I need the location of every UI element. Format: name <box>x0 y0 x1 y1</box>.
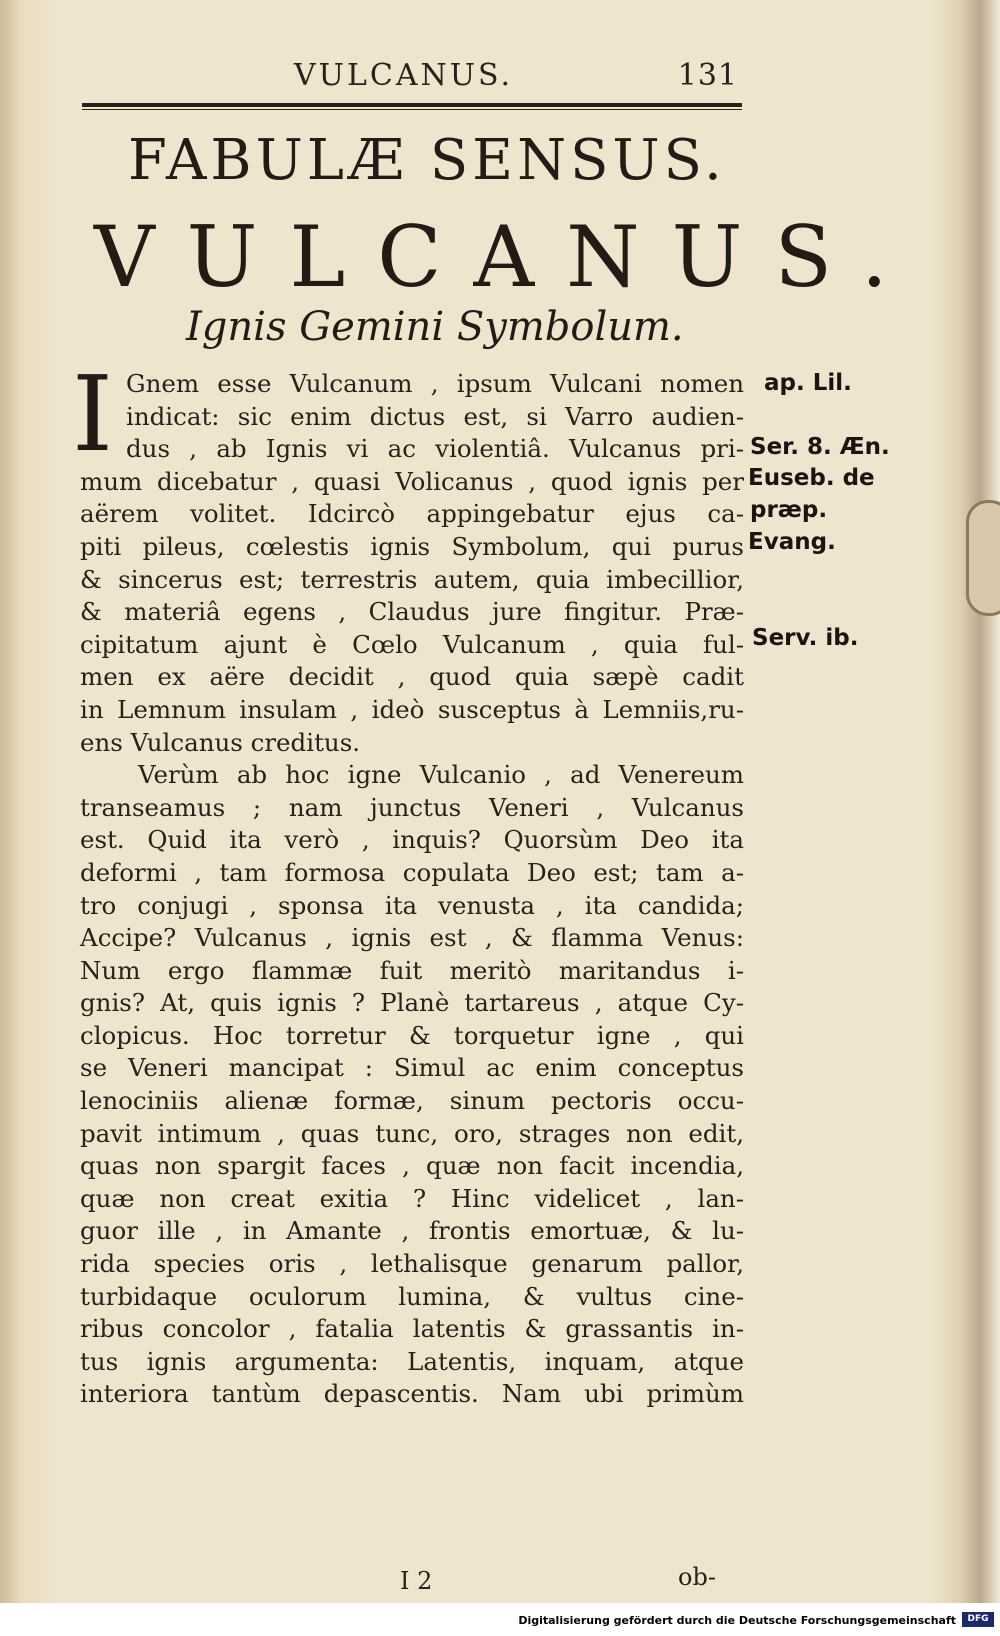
text-line: turbidaque oculorum lumina, & vultus cine- <box>80 1281 744 1311</box>
text-line: indicat: sic enim dictus est, si Varro audien- <box>126 401 744 431</box>
text-line: transeamus ; nam junctus Veneri , Vulcanus <box>80 792 744 822</box>
head-rule-thin <box>82 109 742 110</box>
text-line: guor ille , in Amante , frontis emortuæ, & lu- <box>80 1216 744 1246</box>
text-line: tus ignis argumenta: Latentis, inquam, atque <box>80 1346 744 1376</box>
drop-cap: I <box>72 353 114 475</box>
text-line: Gnem esse Vulcanum , ipsum Vulcani nomen <box>126 369 744 398</box>
margin-note: Ser. 8. Æn. <box>750 434 890 460</box>
text-line: & sincerus est; terrestris autem, quia imbecillior, <box>80 564 744 594</box>
text-line: quæ non creat exitia ? Hinc videlicet , lan- <box>80 1183 744 1213</box>
text-line: pavit intimum , quas tunc, oro, strages non edit, <box>80 1118 744 1148</box>
gutter-shadow <box>0 0 22 1603</box>
text-line: rida species oris , lethalisque genarum pallor, <box>80 1249 744 1279</box>
footer-bar <box>0 1603 1000 1636</box>
text-line: cipitatum ajunt è Cœlo Vulcanum , quia ful- <box>80 629 744 659</box>
text-line: quas non spargit faces , quæ non facit incendia, <box>80 1151 744 1181</box>
text-line: interiora tantùm depascentis. Nam ubi primùm <box>80 1379 744 1409</box>
dfg-logo: DFG <box>962 1612 994 1627</box>
margin-note: ap. Lil. <box>764 370 852 396</box>
text-line: dus , ab Ignis vi ac violentiâ. Vulcanus pri- <box>126 434 744 464</box>
text-line: aërem volitet. Idcircò appingebatur ejus ca- <box>80 499 744 529</box>
page-tab-marker <box>966 500 1000 616</box>
chapter-title: VULCANUS. <box>94 208 920 306</box>
catchword: ob- <box>678 1563 716 1591</box>
margin-note: Euseb. de <box>748 465 875 491</box>
text-line: & materiâ egens , Claudus jure fingitur. Præ- <box>80 597 744 627</box>
section-heading: FABULÆ SENSUS. <box>128 128 726 193</box>
text-line: in Lemnum insulam , ideò susceptus à Lemniis,ru- <box>80 694 744 724</box>
text-line: Accipe? Vulcanus , ignis est , & flamma Venus: <box>80 923 744 953</box>
text-line: se Veneri mancipat : Simul ac enim conceptus <box>80 1053 744 1083</box>
footer-credit: Digitalisierung gefördert durch die Deutsche Forschungsgemeinschaft <box>518 1614 956 1627</box>
margin-note: Serv. ib. <box>752 625 859 651</box>
running-head <box>82 58 740 98</box>
margin-note: præp. <box>750 497 828 523</box>
page-number: 131 <box>677 58 738 93</box>
text-line: piti pileus, cœlestis ignis Symbolum, qui purus <box>80 531 744 561</box>
text-line: gnis? At, quis ignis ? Planè tartareus , atque Cy- <box>80 988 744 1018</box>
text-line: tro conjugi , sponsa ita venusta , ita candida; <box>80 890 744 920</box>
text-line: ribus concolor , fatalia latentis & grassantis in- <box>80 1314 744 1344</box>
head-rule <box>82 103 742 107</box>
margin-note: Evang. <box>748 529 836 555</box>
text-line: deformi , tam formosa copulata Deo est; tam a- <box>80 857 744 887</box>
signature-mark: I 2 <box>400 1567 433 1595</box>
text-line: Num ergo flammæ fuit meritò maritandus i- <box>80 955 744 985</box>
text-line: mum dicebatur , quasi Volicanus , quod ignis per <box>80 466 744 496</box>
running-head-title: VULCANUS. <box>294 58 514 93</box>
text-line: Verùm ab hoc igne Vulcanio , ad Venereum <box>138 760 744 790</box>
text-line: men ex aëre decidit , quod quia sæpè cadit <box>80 662 744 692</box>
text-line: clopicus. Hoc torretur & torquetur igne , qui <box>80 1020 744 1050</box>
chapter-subtitle: Ignis Gemini Symbolum. <box>186 304 684 350</box>
body-text <box>80 368 744 1411</box>
text-line: est. Quid ita verò , inquis? Quorsùm Deo ita <box>80 825 744 855</box>
text-line: ens Vulcanus creditus. <box>80 727 361 757</box>
text-line: lenociniis alienæ formæ, sinum pectoris occu- <box>80 1086 744 1116</box>
